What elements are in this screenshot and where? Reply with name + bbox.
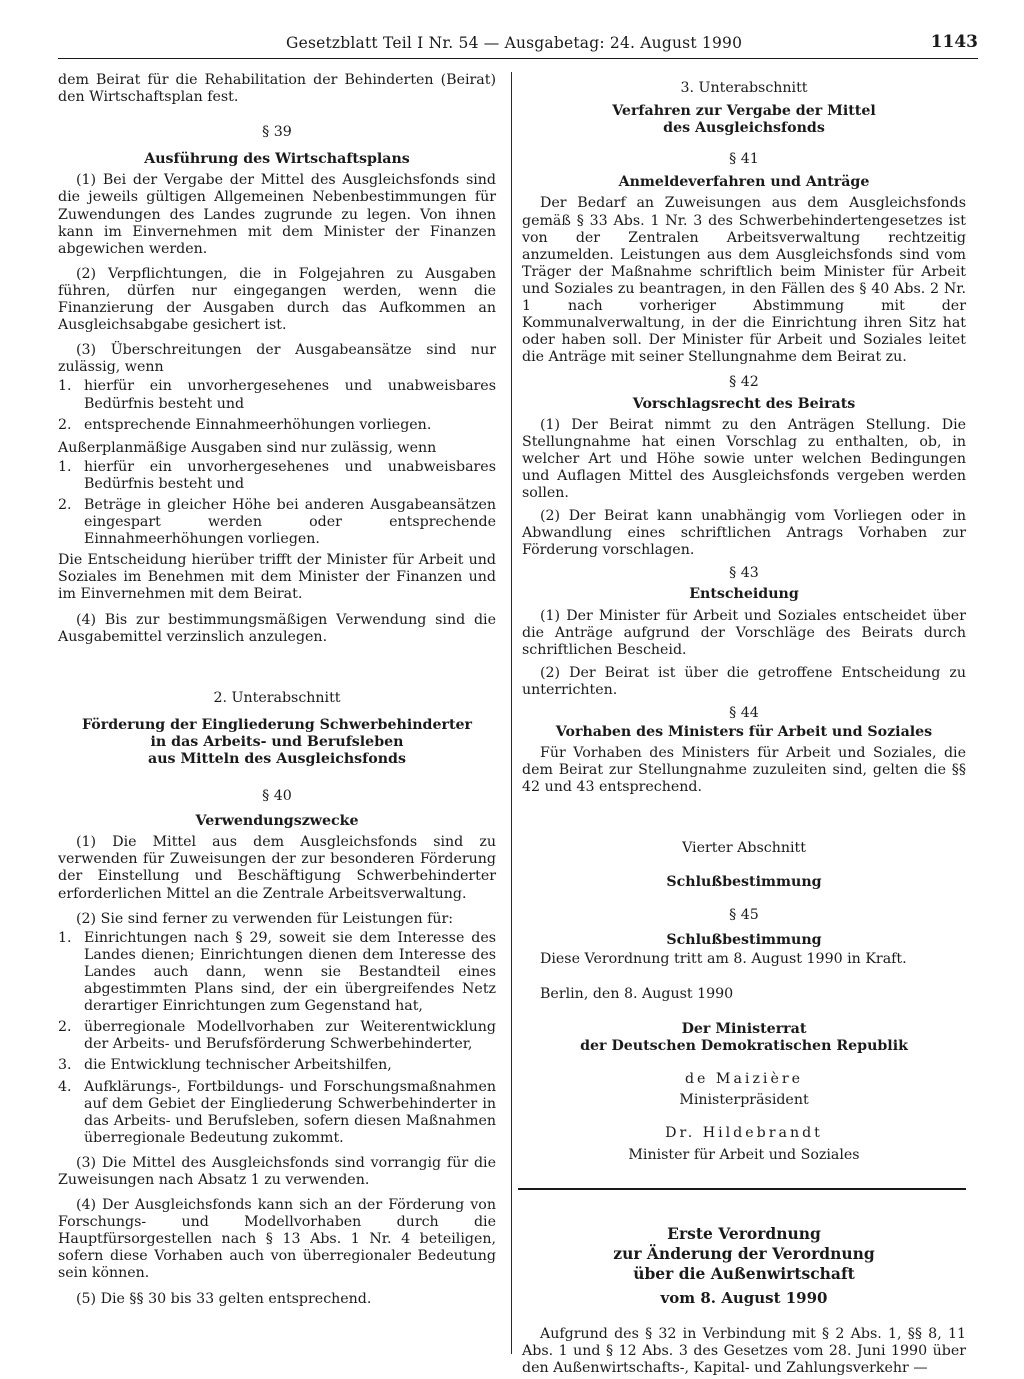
list-item-text: Aufklärungs-, Fortbildungs- und Forschungsmaßnahmen auf dem Gebiet der Eingliederung Schwerbehinderter in das Arbeits- und Berufsleben, sofern diesen Maßnahmen überregionale Bedeutung zukommt. <box>84 1078 496 1146</box>
left-column <box>58 72 496 1308</box>
chapter-4-title: Schlußbestimmung <box>666 873 822 890</box>
new-ordinance-title-line-3: über die Außenwirtschaft <box>633 1263 855 1283</box>
list-item-text: Einrichtungen nach § 29, soweit sie dem Interesse des Landes dienen; Einrichtungen dienen dem Interesse des Landes auch dann, wenn sie Bestandteil eines abgestimmten Plans sind, der ein übergreifendes Netz derartiger Einrichtungen zum Gegenstand hat, <box>84 929 496 1015</box>
list-item <box>58 378 496 412</box>
list-item-text: hierfür ein unvorhergesehenes und unabweisbares Bedürfnis besteht und <box>84 458 496 492</box>
list-item <box>58 1057 496 1074</box>
s39-paragraph-3: (3) Überschreitungen der Ausgabeansätze sind nur zulässig, wenn <box>58 342 496 376</box>
s43-paragraph-1: (1) Der Minister für Arbeit und Soziales entscheidet über die Anträge aufgrund der Vorschläge des Beirats durch schriftlichen Bescheid. <box>522 607 966 658</box>
s42-paragraph-1: (1) Der Beirat nimmt zu den Anträgen Stellung. Die Stellungnahme hat einen Vorschlag zu enthalten, ob, in welcher Art und Höhe sowie unter welchen Bedingungen und Auflagen Mittel des Ausgleichsfonds vergeben werden sollen. <box>522 416 966 501</box>
signatory-2-name: Dr. Hildebrandt <box>665 1125 823 1142</box>
list-item <box>58 1079 496 1147</box>
s41-paragraph: Der Bedarf an Zuweisungen aus dem Ausgleichsfonds gemäß § 33 Abs. 1 Nr. 3 des Schwerbehindertengesetzes ist von der Zentralen Arbeitsverwaltung rechtzeitig anzumelden. Leistungen aus dem Ausgleichsfonds sind vom Träger der Maßnahme schriftlich beim Minister für Arbeit und Soziales zu beantragen, in den Fällen des § 40 Abs. 2 Nr. 1 nach vorheriger Abstimmung mit der Kommunalverwaltung, in der die Einrichtung ihren Sitz hat oder haben soll. Der Minister für Arbeit und Soziales leitet die Anträge mit seiner Stellungnahme dem Beirat zu. <box>522 195 966 366</box>
chapter-4-label: Vierter Abschnitt <box>682 840 806 857</box>
signatory-1-role: Ministerpräsident <box>679 1092 809 1109</box>
section-42-title: Vorschlagsrecht des Beirats <box>632 395 856 412</box>
section-separator-rule <box>518 1188 966 1190</box>
s39-paragraph-3b: Außerplanmäßige Ausgaben sind nur zulässig, wenn <box>58 439 437 456</box>
list-item-number: 1. <box>58 458 72 475</box>
list-item <box>58 417 496 434</box>
signatory-2-role: Minister für Arbeit und Soziales <box>628 1146 860 1163</box>
s39-paragraph-4: (4) Bis zur bestimmungsmäßigen Verwendung sind die Ausgabemittel verzinslich anzulegen. <box>58 611 496 645</box>
subsection-2-title-line-3: aus Mitteln des Ausgleichsfonds <box>148 751 406 767</box>
section-42-number: § 42 <box>729 374 759 391</box>
new-ordinance-title-line-1: Erste Verordnung <box>667 1223 821 1243</box>
s40-paragraph-1: (1) Die Mittel aus dem Ausgleichsfonds sind zu verwenden für Zuweisungen der zur besonderen Förderung der Einstellung und Beschäftigung Schwerbehinderter erforderlichen Mittel an die Zentrale Arbeitsverwaltung. <box>58 834 496 902</box>
signatory-1-name: de Maizière <box>684 1071 804 1088</box>
s40-paragraph-4: (4) Der Ausgleichsfonds kann sich an der Förderung von Forschungs- und Modellvorhaben durch die Hauptfürsorgestellen nach § 13 Abs. 1 Nr. 4 beteiligen, sofern diese Vorhaben auch von überregionaler Bedeutung sein können. <box>58 1197 496 1282</box>
list-item-text: Beträge in gleicher Höhe bei anderen Ausgabeansätzen eingespart werden oder entsprechende Einnahmeerhöhungen vorliegen. <box>84 496 496 548</box>
section-43-title: Entscheidung <box>689 586 799 603</box>
s40-paragraph-2: (2) Sie sind ferner zu verwenden für Leistungen für: <box>76 910 454 927</box>
subsection-3-label: 3. Unterabschnitt <box>680 80 808 96</box>
list-item-text: die Entwicklung technischer Arbeitshilfen, <box>84 1057 392 1074</box>
intro-paragraph: dem Beirat für die Rehabilitation der Behinderten (Beirat) den Wirtschaftsplan fest. <box>58 72 496 106</box>
list-item-number: 4. <box>58 1078 72 1095</box>
s39-paragraph-2: (2) Verpflichtungen, die in Folgejahren zu Ausgaben führen, dürfen nur eingegangen werden, wenn die Finanzierung der Ausgaben durch das Aufkommen an Ausgleichsabgabe gesichert ist. <box>58 265 496 334</box>
page-number: 1143 <box>930 32 978 52</box>
s45-paragraph: Diese Verordnung tritt am 8. August 1990 in Kraft. <box>540 950 907 967</box>
section-41-number: § 41 <box>729 151 759 168</box>
section-45-title: Schlußbestimmung <box>666 931 822 948</box>
list-item <box>58 930 496 1015</box>
section-40-title: Verwendungszwecke <box>195 813 359 830</box>
subsection-2-title-line-2: in das Arbeits- und Berufsleben <box>150 733 404 750</box>
s44-paragraph: Für Vorhaben des Ministers für Arbeit und Soziales, die dem Beirat zur Stellungnahme zuzuleiten sind, gelten die §§ 42 und 43 entsprechend. <box>522 745 966 796</box>
section-39-number: § 39 <box>262 124 292 141</box>
council-title-line-1: Der Ministerrat <box>681 1021 807 1038</box>
list-item <box>58 497 496 548</box>
new-ordinance-preamble: Aufgrund des § 32 in Verbindung mit § 2 Abs. 1, §§ 8, 11 Abs. 1 und § 12 Abs. 3 des Gesetzes vom 28. Juni 1990 über den Außenwirtschafts-, Kapital- und Zahlungsverkehr — <box>522 1325 966 1376</box>
list-item-number: 1. <box>58 378 72 395</box>
right-column <box>522 72 966 1377</box>
list-item-text: überregionale Modellvorhaben zur Weiterentwicklung der Arbeits- und Berufsförderung Schwerbehinderter, <box>84 1019 496 1053</box>
new-ordinance-title-line-2: zur Änderung der Verordnung <box>613 1243 875 1263</box>
new-ordinance-date: vom 8. August 1990 <box>660 1288 828 1307</box>
s40-paragraph-3: (3) Die Mittel des Ausgleichsfonds sind vorrangig für die Zuweisungen nach Absatz 1 zu verwenden. <box>58 1154 496 1188</box>
list-item-number: 2. <box>58 1019 72 1036</box>
subsection-2-title-line-1: Förderung der Eingliederung Schwerbehinderter <box>81 716 473 733</box>
subsection-3-title-line-1: Verfahren zur Vergabe der Mittel <box>612 103 876 120</box>
s40-paragraph-5: (5) Die §§ 30 bis 33 gelten entsprechend. <box>76 1290 372 1307</box>
section-44-number: § 44 <box>729 705 759 721</box>
column-divider <box>511 72 512 1354</box>
header-title: Gesetzblatt Teil I Nr. 54 — Ausgabetag: 24. August 1990 <box>286 34 743 52</box>
s39-paragraph-1: (1) Bei der Vergabe der Mittel des Ausgleichsfonds sind die jeweils gültigen Allgemeinen Nebenbestimmungen für Zuwendungen des Landes zugrunde zu legen. Von ihnen kann im Einvernehmen mit dem Minister der Finanzen abgewichen werden. <box>58 172 496 257</box>
list-item-number: 2. <box>58 416 72 433</box>
section-43-number: § 43 <box>729 565 759 582</box>
page-header <box>58 32 978 59</box>
council-title-line-2: der Deutschen Demokratischen Republik <box>580 1038 908 1055</box>
list-item-number: 3. <box>58 1057 72 1074</box>
section-39-title: Ausführung des Wirtschaftsplans <box>144 151 410 168</box>
s39-paragraph-3c: Die Entscheidung hierüber trifft der Minister für Arbeit und Soziales im Benehmen mit dem Minister der Finanzen und im Einvernehmen mit dem Beirat. <box>58 552 496 603</box>
place-and-date: Berlin, den 8. August 1990 <box>540 985 734 1002</box>
list-item <box>58 1019 496 1053</box>
subsection-3-title-line-2: des Ausgleichsfonds <box>663 120 825 137</box>
list-item-number: 1. <box>58 929 72 946</box>
list-item <box>58 459 496 493</box>
section-44-title: Vorhaben des Ministers für Arbeit und Soziales <box>555 724 933 741</box>
s43-paragraph-2: (2) Der Beirat ist über die getroffene Entscheidung zu unterrichten. <box>522 664 966 698</box>
s42-paragraph-2: (2) Der Beirat kann unabhängig vom Vorliegen oder in Abwandlung eines schriftlichen Antrags Vorhaben zur Förderung vorschlagen. <box>522 508 966 559</box>
section-45-number: § 45 <box>729 906 759 923</box>
list-item-text: hierfür ein unvorhergesehenes und unabweisbares Bedürfnis besteht und <box>84 378 496 412</box>
subsection-2-label: 2. Unterabschnitt <box>213 689 341 706</box>
list-item-text: entsprechende Einnahmeerhöhungen vorliegen. <box>84 416 432 433</box>
section-40-number: § 40 <box>262 788 292 805</box>
list-item-number: 2. <box>58 496 72 513</box>
section-41-title: Anmeldeverfahren und Anträge <box>618 174 870 191</box>
